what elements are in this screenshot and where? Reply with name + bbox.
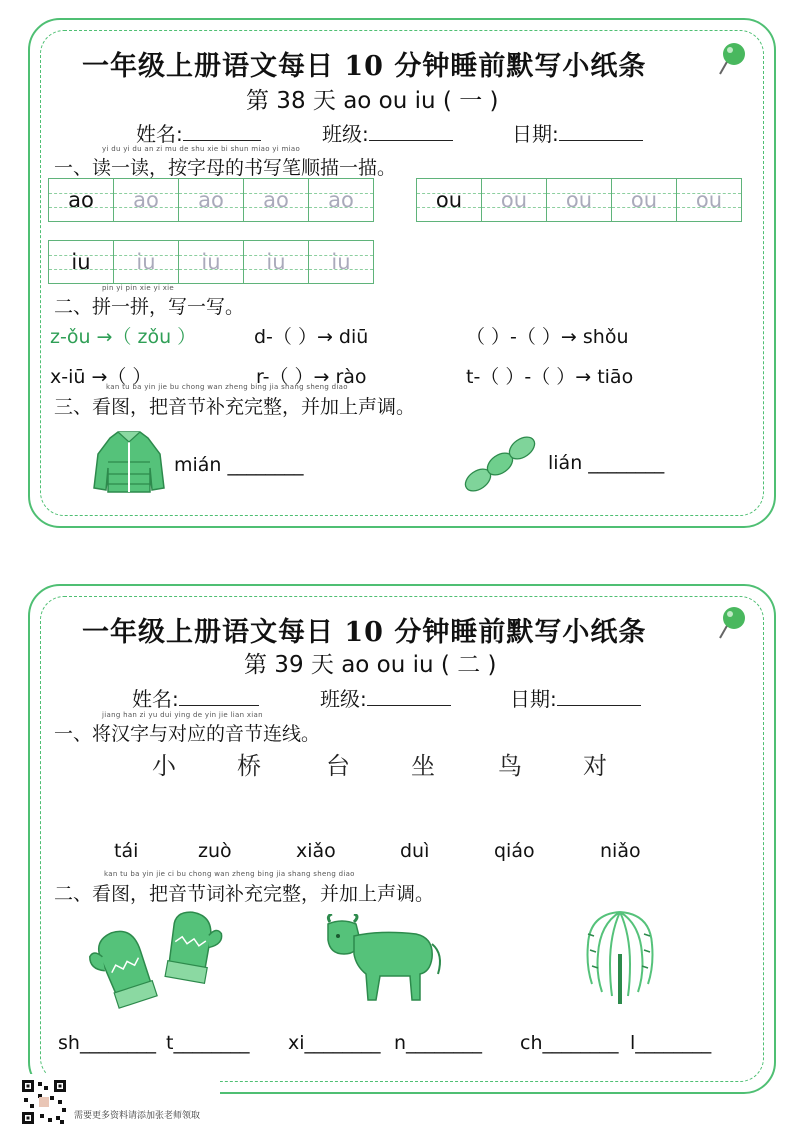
- grid-cell[interactable]: ao: [244, 179, 309, 221]
- spell-item-rao[interactable]: r-（ ）→ rào: [256, 366, 367, 388]
- footer-note: 需要更多资料请添加张老师领取: [74, 1111, 201, 1121]
- grid-cell[interactable]: iu: [309, 241, 373, 283]
- card2-class-field[interactable]: 班级:: [320, 683, 451, 712]
- card2-day-heading: 第 39 天 ao ou iu ( 二 ): [244, 652, 497, 678]
- card2-section2-pinyin: kan tu ba yin jie ci bu chong wan zheng bing jia shang sheng diao: [104, 870, 355, 878]
- pushpin-icon: [712, 40, 746, 78]
- card2-date-field[interactable]: 日期:: [510, 683, 641, 712]
- match-char[interactable]: 台: [326, 752, 350, 780]
- grid-cell[interactable]: ao: [179, 179, 244, 221]
- card2-section2-heading: 二、看图，把音节词补充完整，并加上声调。: [54, 883, 435, 905]
- match-pinyin[interactable]: niǎo: [600, 840, 641, 862]
- card2-section1-heading: 一、将汉字与对应的音节连线。: [54, 723, 321, 745]
- ox-picture: [320, 914, 450, 1006]
- card1-class-field[interactable]: 班级:: [322, 118, 453, 147]
- match-char[interactable]: 鸟: [498, 752, 522, 780]
- match-pinyin[interactable]: duì: [400, 840, 430, 862]
- spell-item-shou[interactable]: （ ）-（ ）→ shǒu: [466, 326, 629, 348]
- grid-cell[interactable]: iu: [114, 241, 179, 283]
- blank-sh[interactable]: sh________: [58, 1032, 156, 1054]
- spell-example: z-ǒu →（ zǒu ）: [50, 326, 197, 348]
- blank-ch[interactable]: ch________: [520, 1032, 619, 1054]
- card1-section3-heading: 三、看图，把音节补充完整，并加上声调。: [54, 396, 416, 418]
- qr-code-icon[interactable]: [20, 1078, 68, 1126]
- match-char[interactable]: 桥: [237, 752, 261, 780]
- blank-t[interactable]: t________: [166, 1032, 250, 1054]
- grid-ou: [416, 178, 742, 222]
- card1-title: 一年级上册语文每日 10 分钟睡前默写小纸条: [82, 51, 647, 82]
- grid-cell: iu: [49, 241, 114, 283]
- match-pinyin[interactable]: zuò: [198, 840, 232, 862]
- spell-item-xiu[interactable]: x-iū →（ ）: [50, 366, 152, 388]
- grid-cell: ou: [417, 179, 482, 221]
- grid-iu: [48, 240, 374, 284]
- grid-cell[interactable]: ou: [677, 179, 741, 221]
- mittens-picture: [88, 910, 228, 1020]
- grid-cell[interactable]: iu: [244, 241, 309, 283]
- card1-date-field[interactable]: 日期:: [512, 118, 643, 147]
- lotus-root-picture: [458, 428, 544, 496]
- card1-section2-pinyin: pin yi pin xie yi xie: [102, 284, 175, 292]
- match-char[interactable]: 对: [583, 752, 607, 780]
- match-char[interactable]: 坐: [411, 752, 435, 780]
- match-pinyin[interactable]: qiáo: [494, 840, 535, 862]
- grid-cell: ao: [49, 179, 114, 221]
- card2-title: 一年级上册语文每日 10 分钟睡前默写小纸条: [82, 617, 647, 648]
- blank-l[interactable]: l________: [630, 1032, 712, 1054]
- match-char[interactable]: 小: [152, 752, 176, 780]
- picture-label-lian[interactable]: lián ________: [548, 452, 665, 474]
- picture-label-mian[interactable]: mián ________: [174, 454, 304, 476]
- card1-name-field[interactable]: 姓名:: [136, 118, 261, 147]
- card1-section1-heading: 一、读一读，按字母的书写笔顺描一描。: [54, 157, 397, 179]
- card2-name-field[interactable]: 姓名:: [132, 683, 259, 712]
- grid-cell[interactable]: ou: [482, 179, 547, 221]
- grid-cell[interactable]: ou: [612, 179, 677, 221]
- grid-cell[interactable]: ou: [547, 179, 612, 221]
- spell-item-diu[interactable]: d-（ ）→ diū: [254, 326, 369, 348]
- grid-cell[interactable]: iu: [179, 241, 244, 283]
- grid-cell[interactable]: ao: [114, 179, 179, 221]
- grid-ao: [48, 178, 374, 222]
- card2-section1-pinyin: jiang han zi yu dui ying de yin jie lian xian: [102, 711, 263, 719]
- blank-n[interactable]: n________: [394, 1032, 483, 1054]
- card1-section2-heading: 二、拼一拼，写一写。: [54, 296, 245, 318]
- grid-cell[interactable]: ao: [309, 179, 373, 221]
- match-pinyin[interactable]: xiǎo: [296, 840, 336, 862]
- blank-xi[interactable]: xi________: [288, 1032, 381, 1054]
- jacket-picture: [92, 428, 166, 496]
- card1-day-heading: 第 38 天 ao ou iu ( 一 ): [246, 88, 499, 114]
- pushpin-icon: [712, 604, 746, 642]
- spell-item-tiao[interactable]: t-（ ）-（ ）→ tiāo: [466, 366, 634, 388]
- willow-tree-picture: [580, 904, 660, 1008]
- match-pinyin[interactable]: tái: [114, 840, 139, 862]
- card1-section1-pinyin: yi du yi du an zi mu de shu xie bi shun miao yi miao: [102, 145, 301, 153]
- card1-section3-pinyin: kan tu ba yin jie bu chong wan zheng bing jia shang sheng diao: [106, 383, 348, 391]
